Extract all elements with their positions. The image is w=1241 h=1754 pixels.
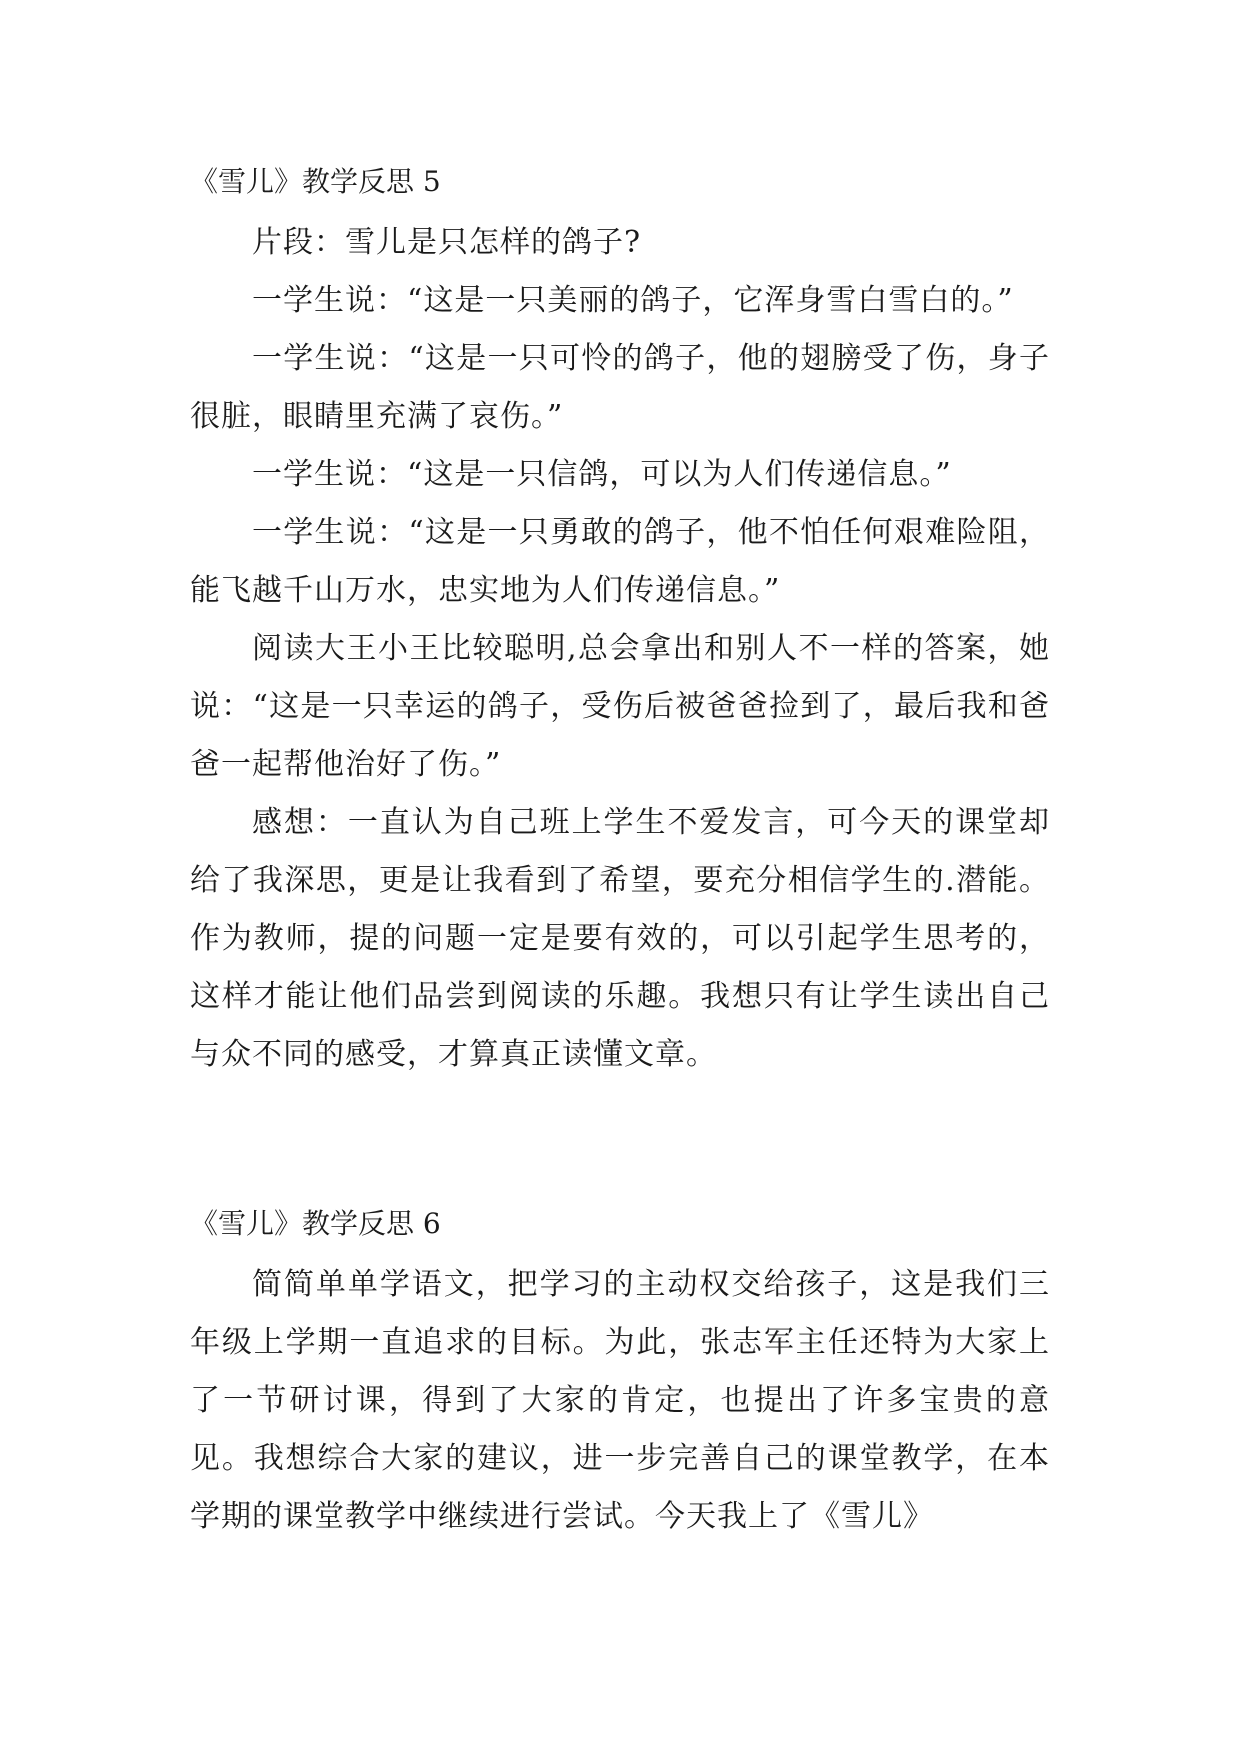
section-title: 《雪儿》教学反思 6 (190, 1207, 441, 1240)
paragraph-student-2: 一学生说：“这是一只可怜的鸽子，他的翅膀受了伤，身子很脏，眼睛里充满了哀伤。” (190, 341, 1050, 434)
reflection-section-5 (190, 160, 1050, 1084)
paragraph-intro: 简简单单学语文，把学习的主动权交给孩子，这是我们三年级上学期一直追求的目标。为此，张志军主任还特为大家上了一节研讨课，得到了大家的肯定，也提出了许多宝贵的意见。我想综合大家的建议，进一步完善自己的课堂教学，在本学期的课堂教学中继续进行尝试。今天我上了《雪儿》 (190, 1267, 1050, 1534)
reflection-section-6 (190, 1202, 1050, 1546)
paragraph-xiaowang: 阅读大王小王比较聪明,总会拿出和别人不一样的答案，她说：“这是一只幸运的鸽子，受伤后被爸爸捡到了，最后我和爸爸一起帮他治好了伤。” (190, 631, 1050, 782)
paragraph-student-1: 一学生说：“这是一只美丽的鸽子，它浑身雪白雪白的。” (252, 283, 1014, 318)
paragraph-student-3: 一学生说：“这是一只信鸽，可以为人们传递信息。” (252, 457, 952, 492)
paragraph-excerpt: 片段：雪儿是只怎样的鸽子? (252, 225, 642, 260)
section-title: 《雪儿》教学反思 5 (190, 165, 441, 198)
paragraph-student-4: 一学生说：“这是一只勇敢的鸽子，他不怕任何艰难险阻，能飞越千山万水，忠实地为人们传递信息。” (190, 515, 1050, 608)
paragraph-reflection: 感想：一直认为自己班上学生不爱发言，可今天的课堂却给了我深思，更是让我看到了希望，要充分相信学生的.潜能。作为教师，提的问题一定是要有效的，可以引起学生思考的，这样才能让他们品尝到阅读的乐趣。我想只有让学生读出自己与众不同的感受，才算真正读懂文章。 (190, 805, 1050, 1072)
